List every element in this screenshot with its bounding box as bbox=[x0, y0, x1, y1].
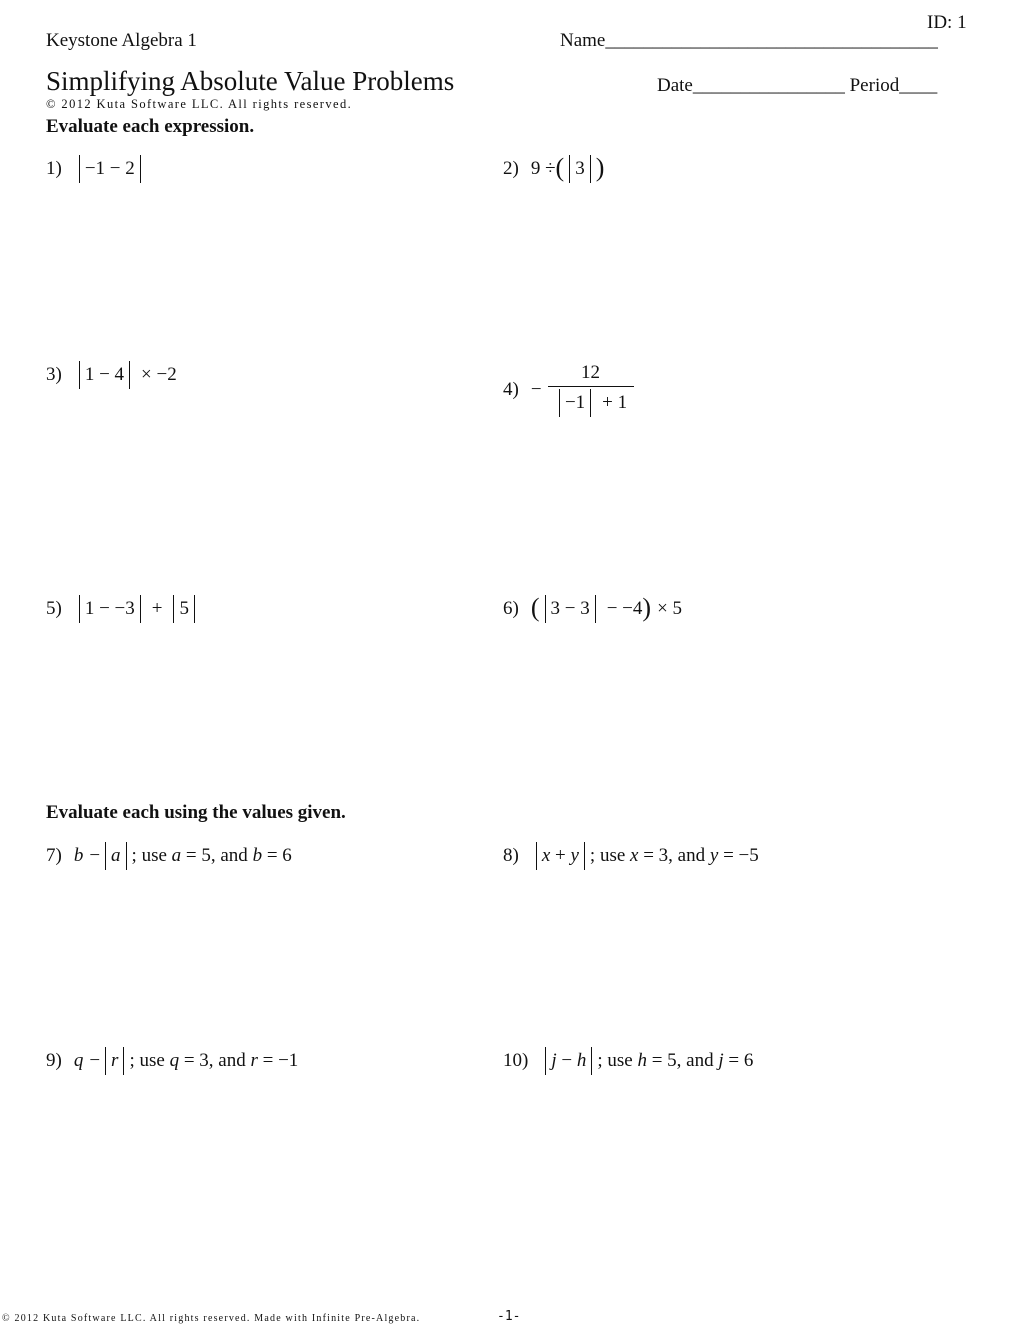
problem-number: 8) bbox=[503, 845, 519, 866]
abs-bar-icon bbox=[129, 361, 130, 389]
abs-bar-icon bbox=[194, 595, 195, 623]
problem-number: 1) bbox=[46, 158, 62, 179]
abs-bar-icon bbox=[79, 361, 80, 389]
minus-sign: − bbox=[89, 845, 101, 866]
footer-copyright: © 2012 Kuta Software LLC. All rights reserved. Made with Infinite Pre-Algebra. bbox=[2, 1313, 421, 1324]
problem-number: 10) bbox=[503, 1050, 529, 1071]
abs-bar-icon bbox=[105, 1047, 106, 1075]
plus-sign: + bbox=[151, 598, 163, 619]
variable: j bbox=[551, 1050, 557, 1071]
variable: h bbox=[637, 1050, 647, 1071]
value-text: = −1 bbox=[257, 1050, 299, 1071]
copyright-notice: © 2012 Kuta Software LLC. All rights reserved. bbox=[46, 97, 353, 111]
abs-bar-icon bbox=[536, 842, 537, 870]
variable: x bbox=[630, 845, 639, 866]
problem-3 bbox=[46, 361, 177, 389]
right-paren-icon: ) bbox=[595, 153, 605, 182]
expr-suffix: × 5 bbox=[657, 598, 683, 619]
plus-sign: + bbox=[550, 845, 571, 866]
problem-number: 3) bbox=[46, 364, 62, 385]
minus-sign: − bbox=[89, 1050, 101, 1071]
abs-inner: 5 bbox=[179, 598, 189, 619]
left-paren-icon: ( bbox=[555, 153, 565, 182]
abs-bar-icon bbox=[590, 389, 591, 417]
value-text: = 5, and bbox=[181, 845, 253, 866]
abs-bar-icon bbox=[126, 842, 127, 870]
right-paren-icon: ) bbox=[642, 593, 652, 622]
variable: r bbox=[250, 1050, 258, 1071]
minus-sign: − bbox=[556, 1050, 577, 1071]
variable: h bbox=[576, 1050, 587, 1071]
worksheet-id: ID: 1 bbox=[927, 12, 967, 33]
use-text: ; use bbox=[589, 845, 631, 866]
abs-inner: 3 − 3 bbox=[550, 598, 590, 619]
section-heading-evaluate: Evaluate each expression. bbox=[46, 116, 255, 137]
problem-1 bbox=[46, 155, 146, 183]
variable: q bbox=[169, 1050, 180, 1071]
section-heading-evaluate-values: Evaluate each using the values given. bbox=[46, 802, 346, 823]
variable: j bbox=[718, 1050, 724, 1071]
abs-bar-icon bbox=[569, 155, 570, 183]
expr-suffix: × −2 bbox=[141, 364, 177, 385]
abs-bar-icon bbox=[584, 842, 585, 870]
problem-2 bbox=[503, 155, 604, 183]
problem-number: 2) bbox=[503, 158, 519, 179]
problem-number: 5) bbox=[46, 598, 62, 619]
abs-bar-icon bbox=[595, 595, 596, 623]
problem-10 bbox=[503, 1047, 753, 1075]
variable: a bbox=[171, 845, 182, 866]
expr-middle: − −4 bbox=[606, 598, 643, 619]
value-text: = −5 bbox=[718, 845, 759, 866]
abs-inner: −1 bbox=[564, 392, 586, 413]
problem-number: 6) bbox=[503, 598, 519, 619]
page-number: -1- bbox=[497, 1309, 521, 1324]
left-paren-icon: ( bbox=[530, 593, 540, 622]
value-text: = 3, and bbox=[179, 1050, 251, 1071]
abs-inner: 1 − −3 bbox=[84, 598, 135, 619]
course-name: Keystone Algebra 1 bbox=[46, 30, 197, 51]
abs-bar-icon bbox=[123, 1047, 124, 1075]
date-period-field[interactable]: Date________________ Period____ bbox=[657, 75, 938, 96]
problem-5 bbox=[46, 595, 200, 623]
expr-prefix: 9 ÷ bbox=[530, 158, 556, 179]
value-text: = 6 bbox=[262, 845, 292, 866]
page-title: Simplifying Absolute Value Problems bbox=[46, 66, 455, 96]
problem-number: 4) bbox=[503, 378, 519, 400]
value-text: = 3, and bbox=[638, 845, 710, 866]
abs-bar-icon bbox=[545, 1047, 546, 1075]
variable: y bbox=[709, 845, 719, 866]
use-text: ; use bbox=[129, 1050, 170, 1071]
fraction bbox=[548, 362, 634, 417]
abs-inner: 1 − 4 bbox=[84, 364, 125, 385]
variable: y bbox=[570, 845, 579, 866]
value-text: = 5, and bbox=[646, 1050, 719, 1071]
use-text: ; use bbox=[597, 1050, 638, 1071]
problem-7 bbox=[46, 842, 292, 870]
fraction-denominator bbox=[554, 387, 627, 417]
denominator-suffix: + 1 bbox=[602, 392, 628, 413]
variable: x bbox=[541, 845, 551, 866]
use-text: ; use bbox=[131, 845, 172, 866]
abs-inner: r bbox=[111, 1050, 119, 1071]
problem-8 bbox=[503, 842, 759, 870]
problem-4 bbox=[503, 362, 634, 417]
value-text: = 6 bbox=[723, 1050, 754, 1071]
abs-bar-icon bbox=[140, 155, 141, 183]
abs-inner: a bbox=[111, 845, 121, 866]
abs-bar-icon bbox=[105, 842, 106, 870]
abs-bar-icon bbox=[79, 595, 80, 623]
abs-bar-icon bbox=[545, 595, 546, 623]
problem-number: 7) bbox=[46, 845, 62, 866]
abs-bar-icon bbox=[140, 595, 141, 623]
abs-bar-icon bbox=[591, 1047, 592, 1075]
abs-bar-icon bbox=[79, 155, 80, 183]
variable: b bbox=[73, 845, 84, 866]
name-field[interactable]: Name___________________________________ bbox=[560, 30, 938, 51]
abs-inner: −1 − 2 bbox=[84, 158, 135, 179]
problem-9 bbox=[46, 1047, 298, 1075]
abs-bar-icon bbox=[590, 155, 591, 183]
problem-6 bbox=[503, 595, 682, 623]
abs-bar-icon bbox=[559, 389, 560, 417]
negative-sign: − bbox=[530, 378, 542, 400]
abs-inner: 3 bbox=[575, 158, 585, 179]
fraction-numerator: 12 bbox=[581, 362, 601, 383]
variable: b bbox=[252, 845, 263, 866]
abs-bar-icon bbox=[173, 595, 174, 623]
problem-number: 9) bbox=[46, 1050, 62, 1071]
variable: q bbox=[73, 1050, 84, 1071]
